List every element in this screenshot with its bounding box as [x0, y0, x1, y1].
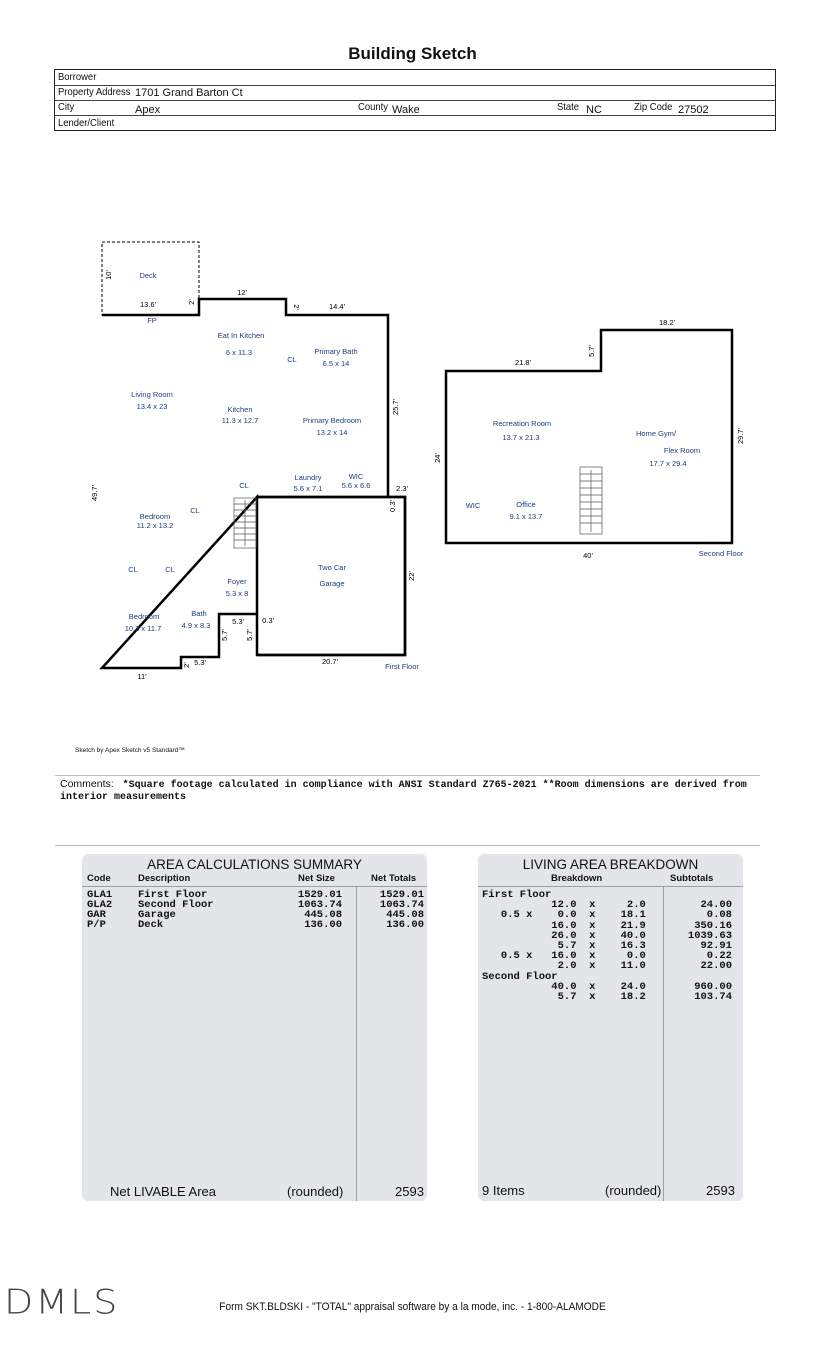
panel-title: LIVING AREA BREAKDOWN	[522, 857, 699, 872]
room-name: Laundry	[294, 473, 322, 482]
stairs-second-floor	[580, 467, 602, 534]
column-header: Description	[138, 873, 191, 884]
room-size: 4.9 x 8.3	[181, 621, 211, 630]
dimension-label: 5.7'	[245, 629, 254, 641]
room-name: Flex Room	[663, 446, 701, 455]
breakdown-line: 2.0 x 11.0	[482, 960, 646, 973]
room-name: Kitchen	[227, 405, 253, 414]
area-cell-net-size: 1063.74	[297, 899, 342, 911]
room-size: 13.4 x 23	[136, 402, 168, 411]
dmls-logo: DMLS	[4, 1282, 120, 1322]
room-name: Eat In Kitchen	[217, 331, 265, 340]
comments-text-line1: *Square footage calculated in compliance with ANSI Standard Z765-2021 **Room dimensions are derived from	[122, 780, 747, 791]
garage-outline	[257, 497, 405, 655]
comments-block	[60, 779, 760, 803]
room-name: Home Gym/	[635, 429, 677, 438]
closet-label: CL	[165, 565, 175, 574]
dimension-label: 11'	[137, 672, 147, 681]
comments-label: Comments:	[60, 778, 114, 790]
city-label: City	[58, 101, 75, 113]
dimension-label: 12'	[237, 288, 247, 297]
closet-label: CL	[287, 355, 297, 364]
divider	[55, 775, 760, 776]
room-size: 9.1 x 13.7	[509, 512, 543, 521]
form-footer: Form SKT.BLDSKI - "TOTAL" appraisal software by a la mode, inc. - 1-800-ALAMODE	[219, 1301, 606, 1313]
sketch-credit: Sketch by Apex Sketch v5 Standard™	[75, 747, 185, 754]
room-size: 6.5 x 14	[322, 359, 350, 368]
breakdown-subtotal: 350.16	[694, 919, 732, 932]
footer-total: 2593	[395, 1184, 424, 1199]
area-cell-description: Garage	[138, 909, 176, 921]
room-name: Primary Bath	[314, 347, 358, 356]
room-size: 5.3 x 8	[225, 589, 249, 598]
page-title: Building Sketch	[348, 44, 477, 63]
room-name: WIC	[348, 472, 364, 481]
dimension-label: 24'	[433, 453, 442, 463]
footer-label: Net LIVABLE Area	[110, 1184, 216, 1199]
zip-label: Zip Code	[634, 101, 673, 113]
breakdown-line: 40.0 x 24.0	[482, 980, 646, 993]
area-cell-net-size: 445.08	[304, 909, 342, 921]
footer-rounded: (rounded)	[287, 1184, 344, 1199]
dimension-label: 5.7'	[587, 345, 596, 357]
fireplace-label: FP	[147, 316, 157, 325]
county-value: Wake	[392, 104, 420, 116]
breakdown-subtotal: 24.00	[700, 899, 732, 912]
breakdown-line: 16.0 x 21.9	[482, 919, 646, 932]
dimension-label: 22'	[407, 571, 416, 581]
room-name: WIC	[465, 501, 481, 510]
divider	[55, 845, 760, 846]
room-name: Office	[516, 500, 536, 509]
room-size: 13.7 x 21.3	[502, 433, 540, 442]
breakdown-subtotal: 103.74	[694, 991, 732, 1003]
footer-label: 9 Items	[482, 1183, 525, 1198]
header-rule	[478, 886, 743, 887]
room-size: 5.6 x 6.6	[341, 481, 371, 490]
room-size: Garage	[319, 579, 345, 588]
room-name: Deck	[139, 271, 157, 280]
column-divider	[663, 886, 664, 1201]
zip-value: 27502	[678, 104, 709, 116]
closet-label: CL	[190, 506, 200, 515]
column-divider	[356, 886, 357, 1201]
dimension-label: 25.7'	[391, 398, 400, 416]
room-size: 17.7 x 29.4	[649, 459, 687, 468]
dimension-label: 40'	[583, 551, 593, 560]
breakdown-subtotal: 0.22	[706, 950, 732, 963]
room-size: 13.2 x 14	[316, 428, 348, 437]
dimension-label: 18.2'	[658, 318, 676, 327]
breakdown-subtotal: 0.08	[706, 909, 732, 922]
room-name: Recreation Room	[492, 419, 552, 428]
city-value: Apex	[135, 104, 161, 116]
dimension-label: 0.3'	[388, 500, 397, 512]
dimension-label: 14.4'	[328, 302, 346, 311]
closet-label: CL	[239, 481, 249, 490]
breakdown-line: 0.5 x 0.0 x 18.1	[482, 909, 646, 922]
dimension-label: 2'	[187, 299, 196, 305]
room-name: Primary Bedroom	[302, 416, 362, 425]
state-value: NC	[586, 104, 602, 116]
dimension-label: 21.8'	[514, 358, 532, 367]
room-size: 11.2 x 13.2	[136, 521, 174, 530]
breakdown-line: 12.0 x 2.0	[482, 899, 646, 912]
area-cell-net-totals: 1063.74	[379, 899, 424, 911]
column-header: Subtotals	[670, 873, 714, 884]
footer-total: 2593	[706, 1183, 735, 1198]
breakdown-line: 0.5 x 16.0 x 0.0	[482, 950, 646, 963]
column-header: Net Size	[298, 873, 335, 884]
lender-label: Lender/Client	[58, 117, 115, 129]
dimension-label: 29.7'	[736, 427, 745, 445]
borrower-label: Borrower	[58, 71, 97, 83]
footer-rounded: (rounded)	[605, 1183, 662, 1198]
room-size: 5.6 x 7.1	[293, 484, 323, 493]
room-size: 11.3 x 12.7	[221, 416, 259, 425]
area-cell-description: First Floor	[138, 889, 208, 901]
area-cell-net-totals: 1529.01	[379, 889, 424, 901]
area-cell-code: P/P	[87, 919, 106, 931]
dimension-label: 2'	[182, 662, 191, 668]
header-rule	[82, 886, 427, 887]
second-floor-outline	[446, 330, 732, 543]
closet-label: CL	[128, 565, 138, 574]
second-floor-label: Second Floor	[698, 549, 744, 558]
room-size: 10.3 x 11.7	[124, 624, 162, 633]
column-divider	[419, 886, 420, 1201]
breakdown-subtotal: 960.00	[694, 980, 732, 993]
dimension-label: 49.7'	[90, 484, 99, 502]
column-header: Net Totals	[371, 873, 417, 884]
room-name: Bath	[191, 609, 207, 618]
area-cell-code: GAR	[87, 909, 106, 921]
dimension-label: 2'	[292, 304, 301, 310]
breakdown-line: 5.7 x 18.2	[482, 991, 646, 1003]
dimension-label: 20.7'	[321, 657, 339, 666]
county-label: County	[358, 101, 388, 113]
state-label: State	[557, 101, 580, 113]
area-cell-description: Deck	[138, 919, 164, 931]
address-value: 1701 Grand Barton Ct	[135, 87, 243, 99]
column-header: Code	[87, 873, 111, 884]
dimension-labels	[90, 270, 745, 681]
breakdown-subtotal: 22.00	[700, 960, 732, 973]
breakdown-line: 26.0 x 40.0	[482, 929, 646, 942]
room-name: Living Room	[131, 390, 173, 399]
dimension-label: 5.3'	[194, 658, 206, 667]
area-calculations-panel	[82, 854, 427, 1201]
dimension-label: 13.6'	[139, 300, 157, 309]
area-cell-net-size: 136.00	[304, 919, 342, 931]
room-size: 6 x 11.3	[225, 348, 253, 357]
dimension-label: 10'	[104, 270, 113, 280]
living-area-breakdown-panel	[478, 854, 743, 1201]
first-floor-label: First Floor	[385, 662, 419, 671]
dimension-label: 0.3'	[262, 616, 274, 625]
breakdown-subtotal: 92.91	[700, 940, 732, 952]
area-cell-code: GLA1	[87, 889, 113, 901]
panel-title: AREA CALCULATIONS SUMMARY	[147, 857, 362, 872]
breakdown-line: 5.7 x 16.3	[482, 940, 646, 952]
area-cell-net-totals: 136.00	[386, 919, 424, 931]
stairs-first-floor	[234, 498, 256, 548]
dimension-label: 2.3'	[396, 484, 408, 493]
area-cell-net-totals: 445.08	[386, 909, 424, 921]
column-header: Breakdown	[551, 873, 603, 884]
address-label: Property Address	[58, 86, 131, 98]
dimension-label: 5.7'	[220, 629, 229, 641]
area-cell-code: GLA2	[87, 899, 113, 911]
room-name: Bedroom	[128, 612, 160, 621]
room-name: Foyer	[227, 577, 247, 586]
area-cell-description: Second Floor	[138, 899, 214, 911]
breakdown-line: Second Floor	[482, 970, 558, 983]
area-cell-net-size: 1529.01	[297, 889, 342, 901]
room-name: Two Car	[318, 563, 346, 572]
room-name: Bedroom	[139, 512, 171, 521]
dimension-label: 5.3'	[232, 617, 244, 626]
comments-text-line2: interior measurements	[60, 792, 187, 803]
breakdown-line: First Floor	[482, 889, 552, 901]
breakdown-subtotal: 1039.63	[687, 929, 732, 942]
